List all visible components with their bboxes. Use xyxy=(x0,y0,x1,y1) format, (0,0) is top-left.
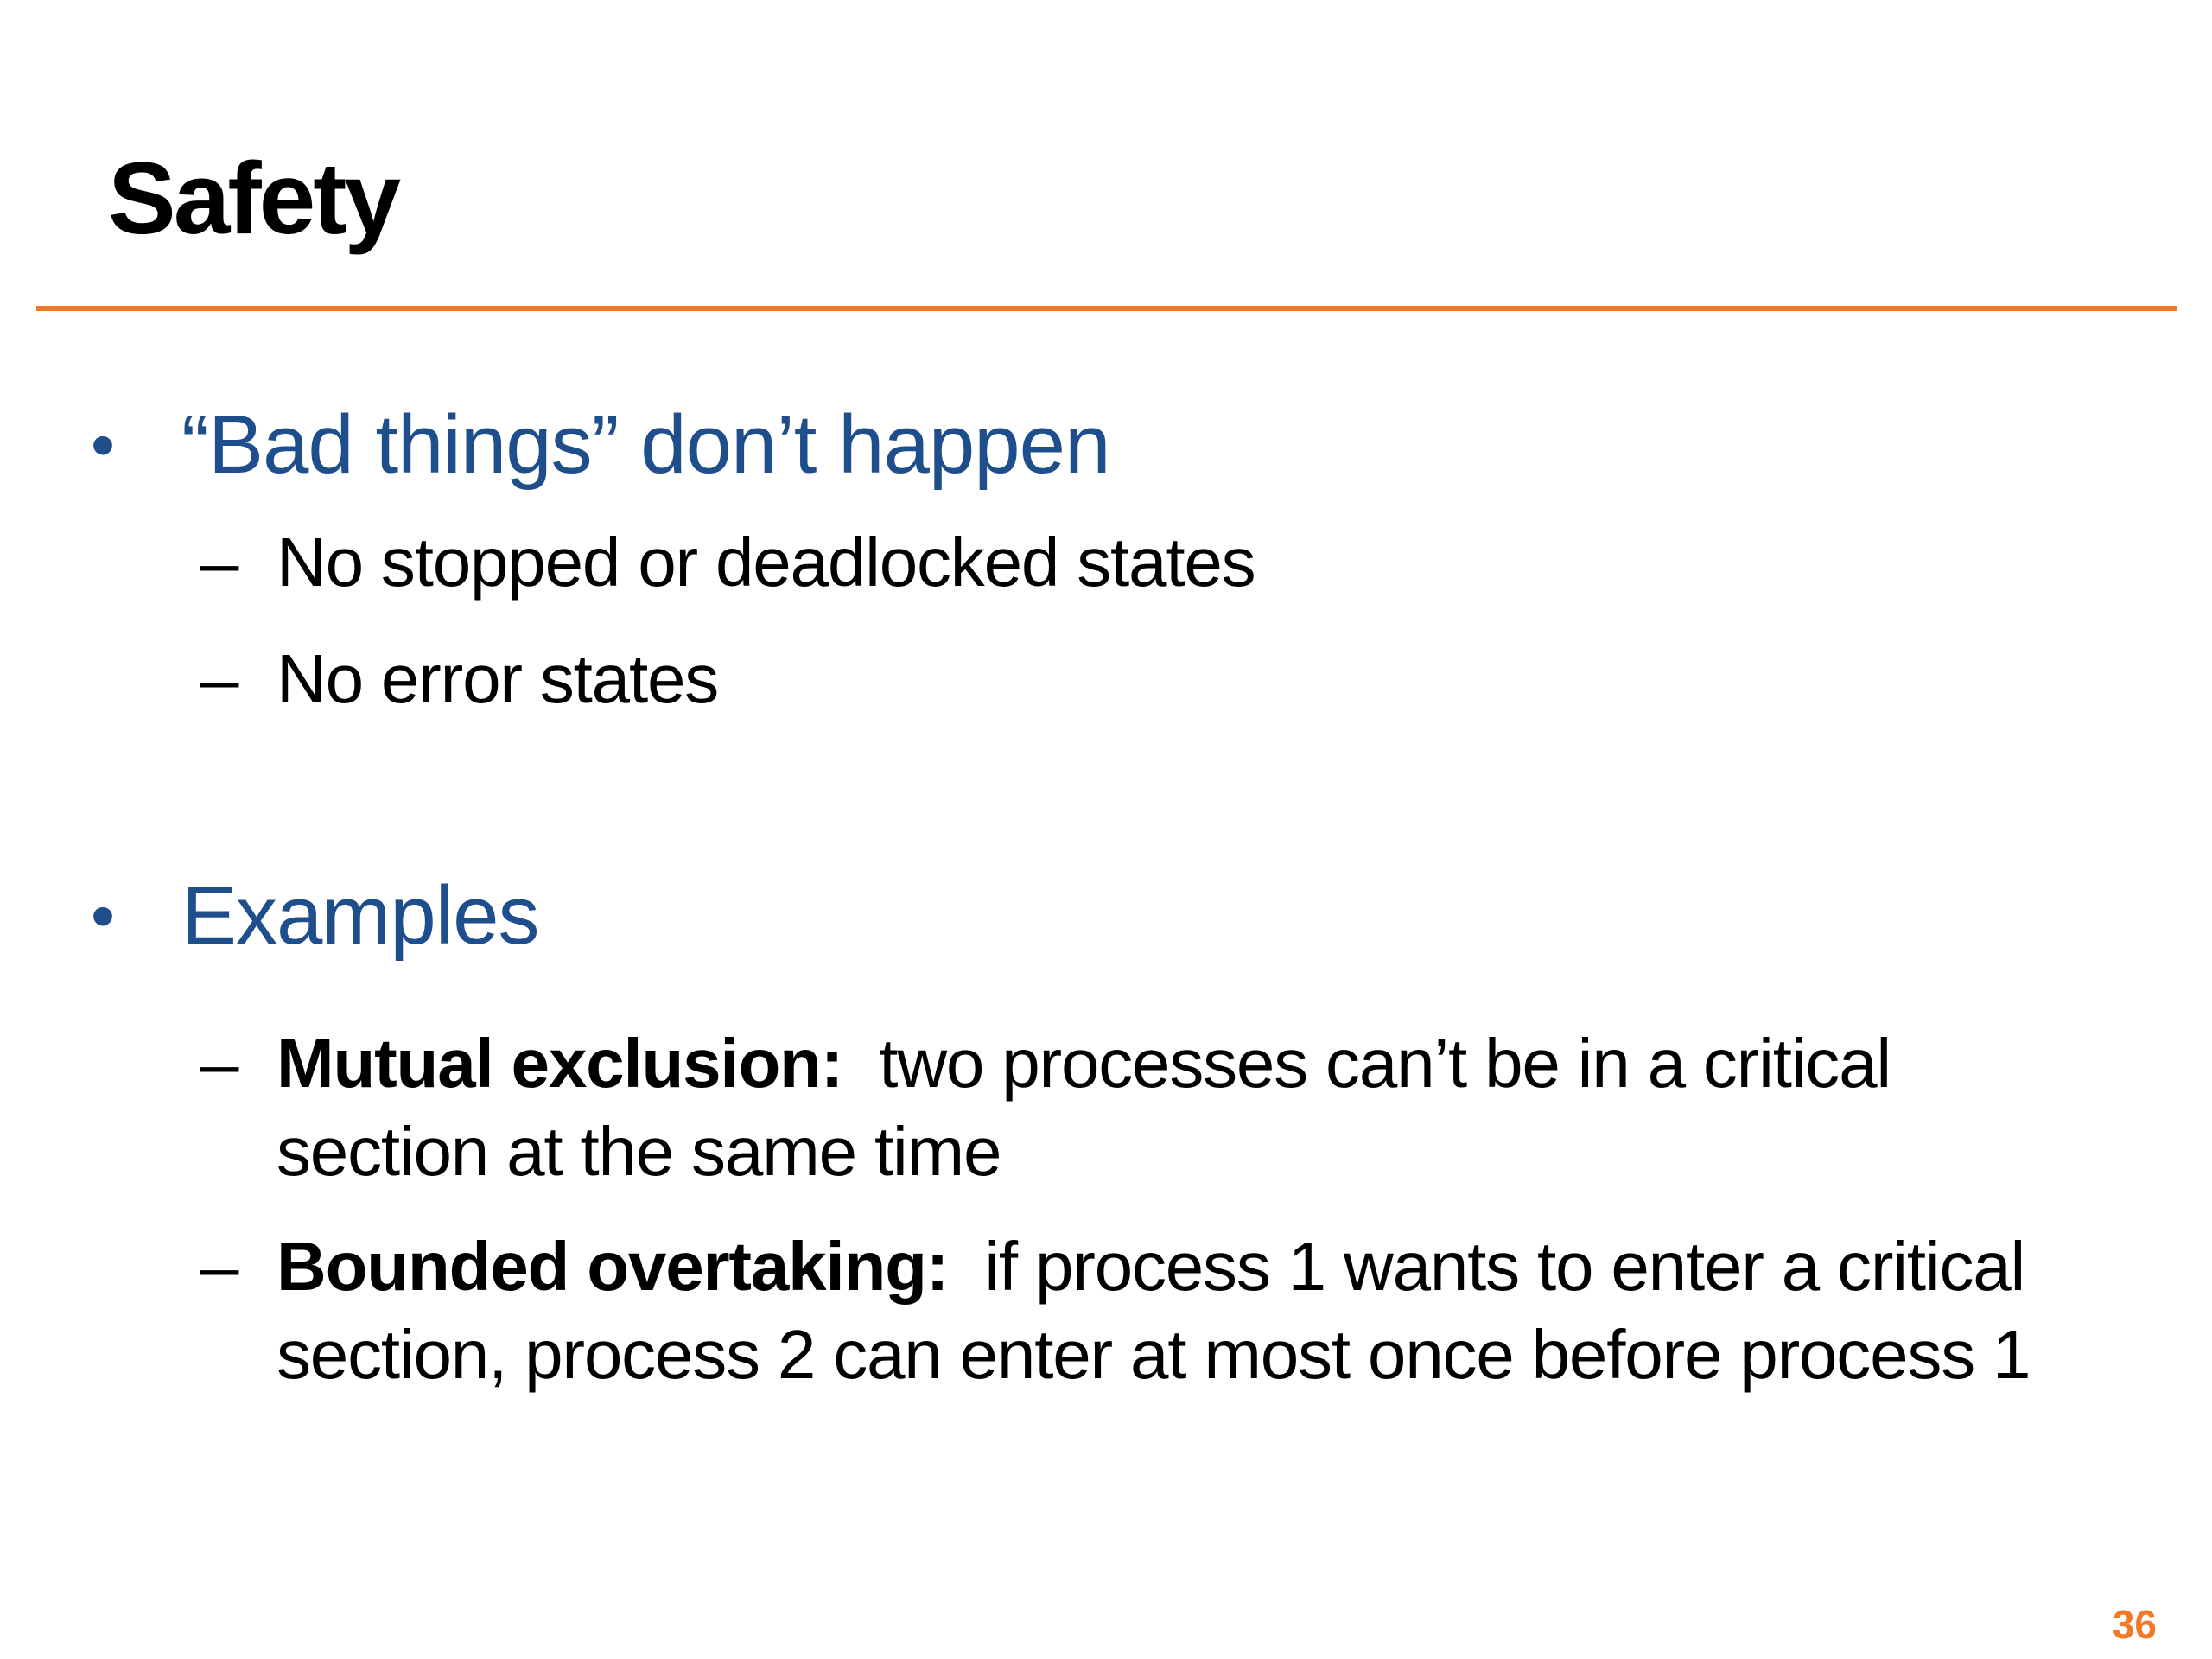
bullet-text: Examples xyxy=(181,869,539,962)
subitem-mutual-exclusion xyxy=(200,1020,2153,1196)
subitem-text: No stopped or deadlocked states xyxy=(276,524,1255,601)
slide-title: Safety xyxy=(108,142,399,256)
slide-number: 36 xyxy=(2112,1602,2157,1647)
subitem-line-1 xyxy=(276,1020,2152,1108)
subitem-text xyxy=(276,1020,2152,1196)
dash-marker: – xyxy=(200,1025,239,1102)
subitem-no-stopped-states xyxy=(200,518,2153,607)
term-definition: if process 1 wants to enter a critical xyxy=(984,1228,2025,1305)
dash-marker: – xyxy=(200,1228,239,1305)
bullet-marker: • xyxy=(91,877,116,954)
bullet-marker: • xyxy=(91,406,116,483)
subitem-line-2: section, process 2 can enter at most once before process 1 xyxy=(276,1316,2031,1393)
term-label: Bounded overtaking: xyxy=(276,1228,949,1305)
subitem-text: No error states xyxy=(276,640,719,717)
subitem-line-2: section at the same time xyxy=(276,1113,1001,1190)
dash-marker: – xyxy=(200,524,239,601)
term-label: Mutual exclusion: xyxy=(276,1025,843,1102)
title-divider xyxy=(36,306,2177,311)
term-definition: two processes can’t be in a critical xyxy=(879,1025,1891,1102)
bullet-bad-things xyxy=(91,393,2147,497)
subitem-no-error-states xyxy=(200,635,2153,723)
subitem-bounded-overtaking xyxy=(200,1223,2153,1399)
bullet-text: “Bad things” don’t happen xyxy=(181,398,1110,491)
bullet-examples xyxy=(91,864,2147,968)
subitem-text xyxy=(276,1223,2152,1399)
dash-marker: – xyxy=(200,640,239,717)
subitem-line-1 xyxy=(276,1223,2152,1311)
